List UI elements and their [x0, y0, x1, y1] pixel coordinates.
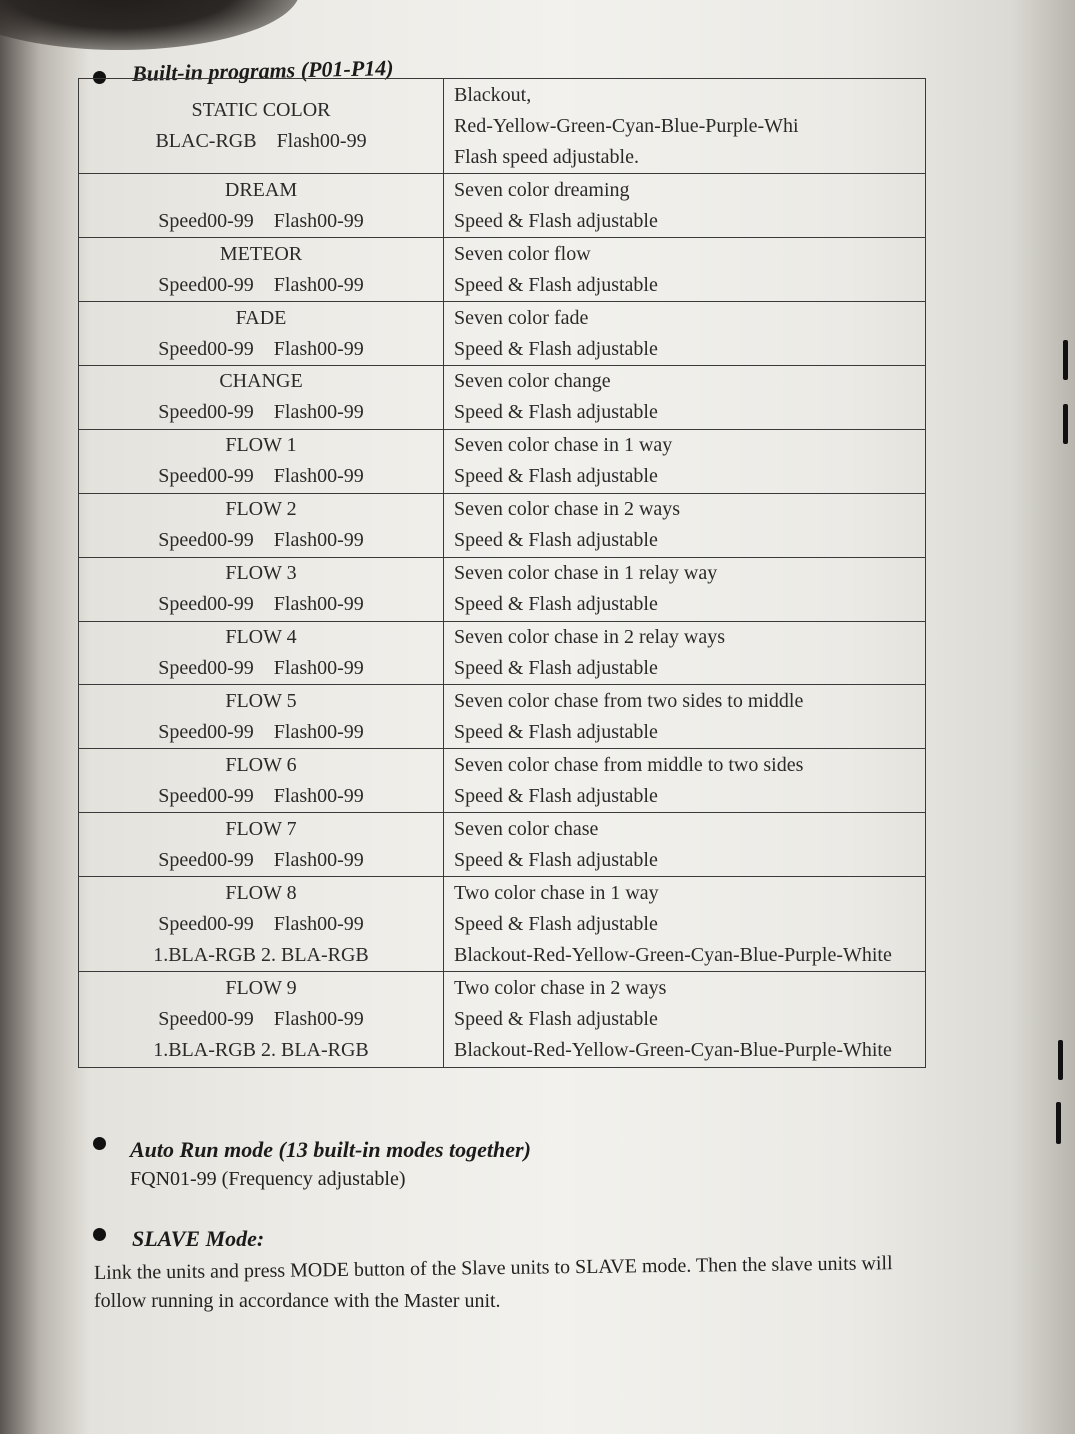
program-speed: Speed00-99 [158, 657, 254, 680]
program-mode-cell [79, 972, 444, 1068]
program-description-line: Speed & Flash adjustable [454, 912, 658, 935]
program-description-line: Red-Yellow-Green-Cyan-Blue-Purple-Whi [454, 114, 799, 137]
program-mode-cell [79, 366, 444, 430]
program-speed: Speed00-99 [158, 529, 254, 552]
program-description-cell [444, 79, 926, 174]
program-description-line: Seven color chase from two sides to middle [454, 689, 804, 712]
program-mode-cell [79, 302, 444, 366]
program-row [79, 429, 926, 493]
program-mode-cell [79, 238, 444, 302]
program-description-line: Seven color chase [454, 817, 599, 840]
program-colors: 1.BLA-RGB 2. BLA-RGB [153, 1039, 369, 1062]
program-description-line: Speed & Flash adjustable [454, 848, 658, 871]
program-speed: Speed00-99 [158, 273, 254, 296]
program-mode-cell [79, 79, 444, 174]
program-params [79, 589, 443, 620]
program-flash: Flash00-99 [273, 784, 364, 807]
program-description-line: Flash speed adjustable. [454, 145, 639, 168]
program-description-cell [444, 302, 926, 366]
bullet-auto-run [93, 1137, 106, 1150]
program-description-line: Speed & Flash adjustable [454, 529, 658, 552]
program-description-cell [444, 429, 926, 493]
program-row [79, 493, 926, 557]
program-description-line: Speed & Flash adjustable [454, 1008, 658, 1031]
program-description-cell [444, 366, 926, 430]
program-row [79, 79, 926, 174]
program-row [79, 972, 926, 1068]
program-name: STATIC COLOR [191, 99, 331, 122]
program-params [79, 270, 443, 301]
program-description-line: Speed & Flash adjustable [454, 401, 658, 424]
program-description-cell [444, 174, 926, 238]
program-params [79, 909, 443, 940]
program-flash: Flash00-99 [273, 657, 364, 680]
page-edge-mark [1058, 1040, 1063, 1080]
program-flash: Flash00-99 [273, 209, 364, 232]
program-flash: Flash00-99 [273, 912, 364, 935]
program-row [79, 302, 926, 366]
program-speed: Speed00-99 [158, 720, 254, 743]
program-name: FLOW 2 [225, 498, 297, 521]
program-speed: Speed00-99 [158, 912, 254, 935]
program-mode-cell [79, 685, 444, 749]
program-name: FLOW 5 [225, 689, 297, 712]
programs-table-body [79, 79, 926, 1068]
program-speed: Speed00-99 [158, 465, 254, 488]
program-row [79, 749, 926, 813]
program-description-cell [444, 877, 926, 972]
program-description-line: Seven color chase from middle to two sides [454, 753, 804, 776]
program-name: FADE [235, 306, 287, 329]
program-description-line: Speed & Flash adjustable [454, 593, 658, 616]
program-description-line: Seven color dreaming [454, 178, 630, 201]
program-params [79, 525, 443, 556]
program-flash: Flash00-99 [276, 130, 367, 153]
program-params [79, 717, 443, 748]
program-name: FLOW 4 [225, 626, 297, 649]
program-params [79, 1004, 443, 1035]
program-row [79, 685, 926, 749]
program-speed: Speed00-99 [158, 1008, 254, 1031]
program-name: FLOW 6 [225, 753, 297, 776]
program-mode-cell [79, 174, 444, 238]
program-speed: Speed00-99 [158, 784, 254, 807]
program-name: FLOW 3 [225, 562, 297, 585]
program-description-line: Speed & Flash adjustable [454, 273, 658, 296]
program-mode-cell [79, 493, 444, 557]
program-speed: Speed00-99 [158, 209, 254, 232]
slave-description-line1: Link the units and press MODE button of the Slave units to SLAVE mode. Then the slave units will [93, 1252, 893, 1284]
program-flash: Flash00-99 [273, 848, 364, 871]
program-row [79, 813, 926, 877]
program-mode-cell [79, 429, 444, 493]
program-speed: Speed00-99 [158, 848, 254, 871]
program-description-line: Two color chase in 2 ways [454, 977, 667, 1000]
program-name: FLOW 7 [225, 817, 297, 840]
program-flash: Flash00-99 [273, 465, 364, 488]
program-description-line: Seven color fade [454, 306, 589, 329]
program-flash: Flash00-99 [273, 1008, 364, 1031]
program-name: METEOR [219, 242, 303, 265]
program-description-line: Speed & Flash adjustable [454, 465, 658, 488]
program-description-cell [444, 972, 926, 1068]
program-params [79, 781, 443, 812]
program-speed: Speed00-99 [158, 593, 254, 616]
program-description-cell [444, 493, 926, 557]
program-speed: Speed00-99 [158, 337, 254, 360]
program-description-line: Speed & Flash adjustable [454, 657, 658, 680]
auto-run-detail: FQN01-99 (Frequency adjustable) [130, 1168, 406, 1190]
builtin-programs-table [78, 78, 926, 1068]
program-mode-cell [79, 621, 444, 685]
program-row [79, 877, 926, 972]
program-description-cell [444, 749, 926, 813]
program-mode-cell [79, 557, 444, 621]
slave-heading: SLAVE Mode: [132, 1226, 265, 1251]
program-params [79, 845, 443, 876]
program-description-line: Seven color chase in 2 relay ways [454, 626, 726, 649]
program-row [79, 174, 926, 238]
program-flash: Flash00-99 [273, 401, 364, 424]
program-params [79, 126, 443, 157]
program-params [79, 206, 443, 237]
program-name: DREAM [224, 178, 298, 201]
program-description-line: Seven color chase in 1 relay way [454, 562, 718, 585]
program-description-line: Two color chase in 1 way [454, 881, 659, 904]
page-edge-mark [1056, 1102, 1061, 1144]
program-description-cell [444, 685, 926, 749]
program-speed: BLAC-RGB [155, 130, 257, 153]
program-description-line: Seven color flow [454, 242, 591, 265]
program-mode-cell [79, 749, 444, 813]
program-description-cell [444, 621, 926, 685]
program-mode-cell [79, 813, 444, 877]
program-params [79, 334, 443, 365]
program-row [79, 366, 926, 430]
program-description-line: Blackout, [454, 83, 532, 106]
program-flash: Flash00-99 [273, 529, 364, 552]
program-description-line: Speed & Flash adjustable [454, 720, 658, 743]
program-flash: Flash00-99 [273, 593, 364, 616]
program-description-line: Blackout-Red-Yellow-Green-Cyan-Blue-Purple-White [454, 943, 892, 966]
program-description-line: Blackout-Red-Yellow-Green-Cyan-Blue-Purple-White [454, 1039, 892, 1062]
program-speed: Speed00-99 [158, 401, 254, 424]
program-name: CHANGE [219, 370, 303, 393]
program-flash: Flash00-99 [273, 720, 364, 743]
slave-description-line2: follow running in accordance with the Master unit. [94, 1290, 501, 1312]
program-description-cell [444, 238, 926, 302]
program-row [79, 621, 926, 685]
program-flash: Flash00-99 [273, 273, 364, 296]
program-params [79, 461, 443, 492]
program-name: FLOW 1 [225, 434, 297, 457]
program-name: FLOW 8 [225, 881, 297, 904]
program-description-line: Speed & Flash adjustable [454, 784, 658, 807]
program-colors: 1.BLA-RGB 2. BLA-RGB [153, 943, 369, 966]
auto-run-heading: Auto Run mode (13 built-in modes together) [130, 1137, 531, 1162]
program-description-line: Seven color chase in 2 ways [454, 498, 681, 521]
page-edge-mark [1063, 340, 1068, 380]
program-description-cell [444, 557, 926, 621]
program-description-cell [444, 813, 926, 877]
program-description-line: Speed & Flash adjustable [454, 209, 658, 232]
program-params [79, 653, 443, 684]
bullet-slave [93, 1228, 106, 1241]
program-flash: Flash00-99 [273, 337, 364, 360]
program-row [79, 238, 926, 302]
builtin-heading: Built-in programs (P01-P14) [131, 55, 394, 86]
program-description-line: Seven color chase in 1 way [454, 434, 673, 457]
program-name: FLOW 9 [225, 977, 297, 1000]
program-description-line: Seven color change [454, 370, 611, 393]
program-description-line: Speed & Flash adjustable [454, 337, 658, 360]
program-params [79, 397, 443, 428]
page-edge-mark [1063, 404, 1068, 444]
program-mode-cell [79, 877, 444, 972]
program-row [79, 557, 926, 621]
